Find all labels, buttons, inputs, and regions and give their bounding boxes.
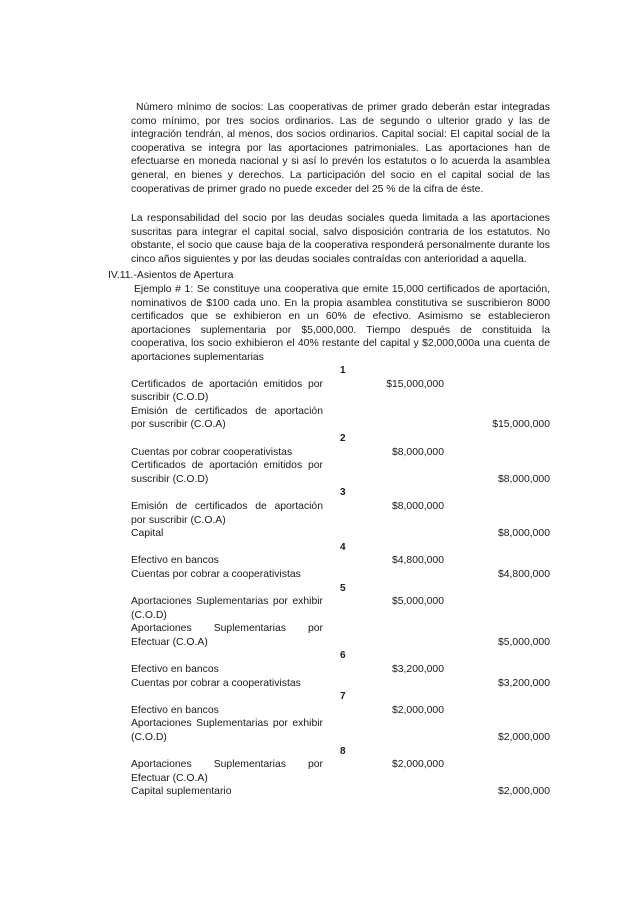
paragraph-socios-capital: Número mínimo de socios: Las cooperativas de primer grado deberán estar integradas como mínimo, por tres socios ordinarios. Las de segundo o ulterior grado y las de integración tendrán, al menos, dos socios ordinarios. Capital social: El capital social de la cooperativa se integra por las aportaciones patrimoniales. Las aportaciones han de efectuarse en moneda nacional y si así lo prevén los estatutos o lo acuerda la asamblea general, en bienes y derechos. La participación del socio en el capital social de las cooperativas de primer grado no puede exceder del 25 % de la cifra de éste. — [131, 102, 550, 195]
credit-account: Aportaciones Suplementarias por — [131, 623, 323, 635]
credit-amount: $4,800,000 — [497, 568, 550, 580]
debit-account: Efectivo en bancos — [131, 704, 219, 716]
credit-account: Capital — [131, 528, 164, 540]
debit-amount: $8,000,000 — [391, 500, 444, 512]
debit-account: Efectuar (C.O.A) — [131, 772, 208, 784]
entry-line — [0, 568, 638, 582]
entry-line — [0, 527, 638, 541]
debit-amount: $4,800,000 — [391, 555, 444, 567]
debit-amount: $15,000,000 — [386, 378, 444, 390]
entry-line — [0, 772, 638, 786]
entry-line — [0, 758, 638, 772]
debit-amount: $3,200,000 — [391, 664, 444, 676]
entry-number: 3 — [340, 487, 346, 499]
debit-account: por suscribir (C.O.A) — [131, 514, 226, 526]
entry-line — [0, 514, 638, 528]
entry-line — [0, 473, 638, 487]
debit-account: Cuentas por cobrar cooperativistas — [131, 446, 293, 458]
credit-amount: $2,000,000 — [497, 786, 550, 798]
credit-amount: $2,000,000 — [497, 732, 550, 744]
entry-number: 7 — [340, 691, 346, 703]
journal-entries — [0, 364, 638, 799]
entry-line — [0, 663, 638, 677]
debit-amount: $2,000,000 — [391, 759, 444, 771]
credit-amount: $3,200,000 — [497, 677, 550, 689]
entry-line — [0, 446, 638, 460]
credit-amount: $5,000,000 — [497, 636, 550, 648]
entry-line — [0, 595, 638, 609]
credit-account: Efectuar (C.O.A) — [131, 636, 208, 648]
entry-line — [0, 704, 638, 718]
entry-line — [0, 582, 638, 596]
credit-account: Aportaciones Suplementarias por exhibir — [131, 718, 323, 730]
entry-line — [0, 418, 638, 432]
debit-account: suscribir (C.O.D) — [131, 392, 209, 404]
entry-number: 6 — [340, 650, 346, 662]
entry-line — [0, 717, 638, 731]
debit-account: Aportaciones Suplementarias por — [131, 759, 323, 771]
entry-line — [0, 731, 638, 745]
entry-number: 1 — [340, 365, 346, 376]
entry-line — [0, 622, 638, 636]
credit-account: (C.O.D) — [131, 732, 167, 744]
entry-line — [0, 432, 638, 446]
entry-line — [0, 405, 638, 419]
entry-line — [0, 378, 638, 392]
entry-line — [0, 391, 638, 405]
entry-line — [0, 486, 638, 500]
debit-amount: $8,000,000 — [391, 446, 444, 458]
entry-line — [0, 609, 638, 623]
entry-line — [0, 649, 638, 663]
credit-account: Cuentas por cobrar a cooperativistas — [131, 677, 301, 689]
entry-line — [0, 364, 638, 378]
debit-amount: $2,000,000 — [391, 704, 444, 716]
debit-account: Aportaciones Suplementarias por exhibir — [131, 596, 323, 608]
entry-line — [0, 500, 638, 514]
credit-amount: $8,000,000 — [497, 473, 550, 485]
entry-line — [0, 541, 638, 555]
paragraph-responsabilidad: La responsabilidad del socio por las deudas sociales queda limitada a las aportaciones suscritas para integrar el capital social, salvo disposición contraria de los estatutos. No obstante, el socio que cause baja de la cooperativa responderá personalmente durante los cinco años siguientes y por las deudas sociales contraídas con anterioridad a aquella. — [131, 213, 550, 265]
debit-account: Certificados de aportación emitidos por — [131, 378, 323, 390]
example-text: Ejemplo # 1: Se constituye una cooperativa que emite 15,000 certificados de aportación, nominativos de $100 cada uno. En la propia asamblea constitutiva se suscribieron 8000 certificados que se exhibieron en un 60% de efectivo. Asimismo se establecieron aportaciones suplementaria por $5,000,000. Tiempo después de constituida la cooperativa, los socio exhibieron el 40% restante del capital y $2,000,000a una cuenta de aportaciones suplementarias — [131, 284, 550, 363]
credit-account: Cuentas por cobrar a cooperativistas — [131, 568, 301, 580]
entry-number: 5 — [340, 582, 346, 594]
debit-account: Efectivo en bancos — [131, 664, 219, 676]
entry-line — [0, 677, 638, 691]
debit-account: Emisión de certificados de aportación — [131, 500, 323, 512]
entry-line — [0, 554, 638, 568]
entry-line — [0, 690, 638, 704]
credit-amount: $15,000,000 — [492, 419, 550, 431]
credit-account: por suscribir (C.O.A) — [131, 419, 226, 431]
entry-line — [0, 785, 638, 799]
section-heading: IV.11.-Asientos de Apertura — [108, 270, 234, 281]
credit-account: Certificados de aportación emitidos por — [131, 460, 323, 472]
entry-line — [0, 745, 638, 759]
entry-line — [0, 636, 638, 650]
credit-account: Emisión de certificados de aportación — [131, 405, 323, 417]
entry-number: 2 — [340, 432, 346, 444]
debit-amount: $5,000,000 — [391, 596, 444, 608]
credit-account: suscribir (C.O.D) — [131, 473, 209, 485]
entry-line — [0, 459, 638, 473]
entry-number: 4 — [340, 541, 346, 553]
credit-account: Capital suplementario — [131, 786, 232, 798]
entry-number: 8 — [340, 745, 346, 757]
debit-account: (C.O.D) — [131, 609, 167, 621]
credit-amount: $8,000,000 — [497, 528, 550, 540]
debit-account: Efectivo en bancos — [131, 555, 219, 567]
